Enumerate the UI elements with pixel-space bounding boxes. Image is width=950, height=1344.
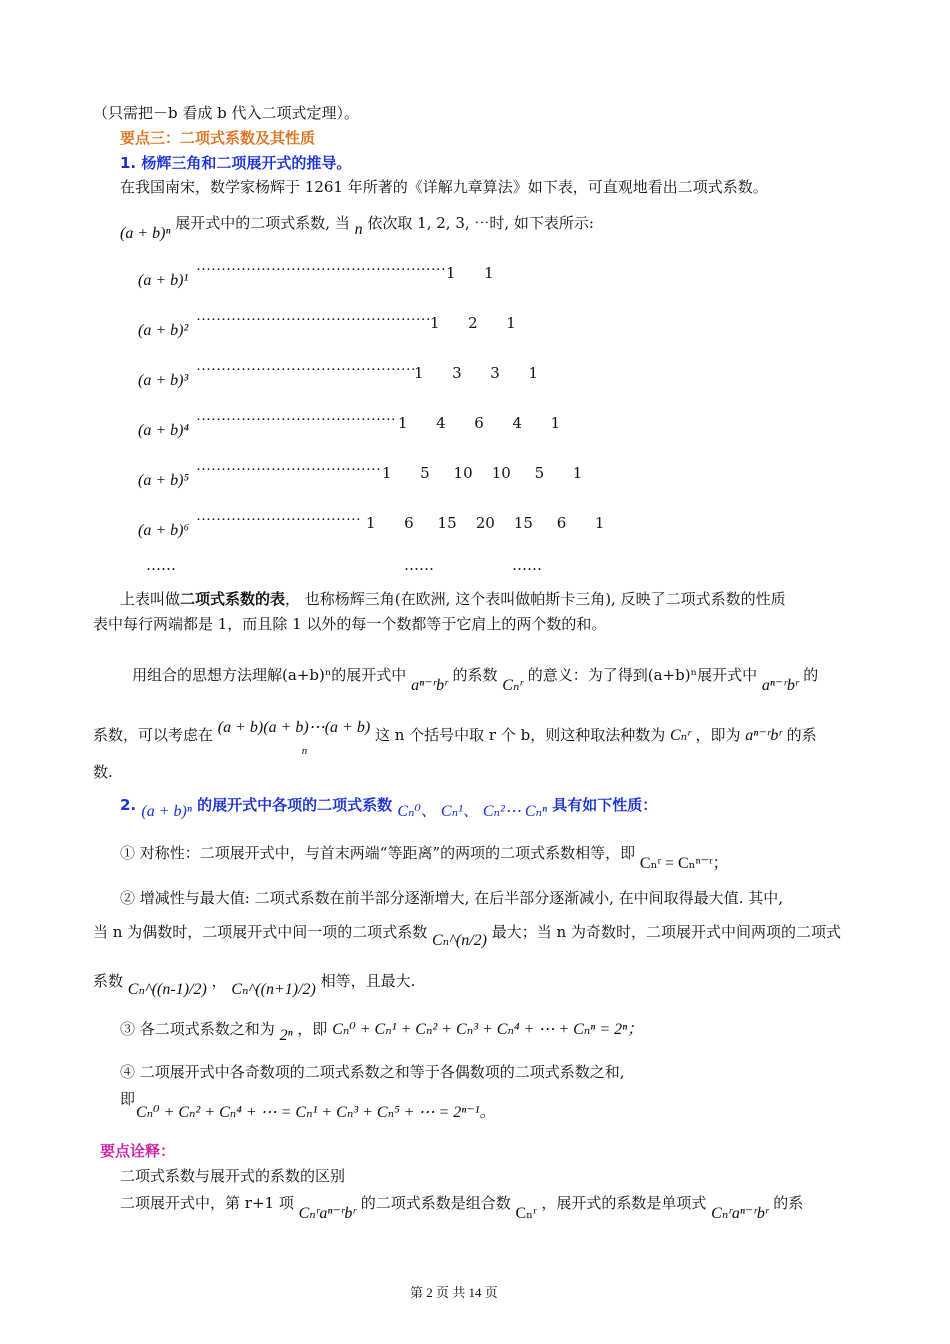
triangle-row-dots: ·································: [196, 512, 361, 528]
triangle-row-expr: (a + b)⁶: [138, 522, 190, 539]
symmetry-formula: Cₙʳ = Cₙⁿ⁻ʳ；: [639, 855, 729, 872]
term-a-b: aⁿ⁻ʳbʳ: [761, 677, 799, 694]
text: ，即为: [695, 726, 741, 744]
triangle-ellipsis: ……: [146, 556, 176, 574]
triangle-row-values: 1 6 15 20 15 6 1: [366, 514, 605, 532]
combination-c-n-r: Cₙʳ: [515, 1205, 537, 1222]
note-line1: 二项式系数与展开式的系数的区别: [120, 1167, 346, 1185]
section-heading-point3: 要点三：二项式系数及其性质: [120, 129, 316, 147]
combination-c-n-r: Cₙʳ: [502, 677, 523, 694]
product-count-n: n: [301, 745, 308, 757]
heading-end: 具有如下性质：: [552, 796, 658, 814]
triangle-row-expr: (a + b)⁴: [138, 422, 190, 439]
text: 的二项式系数是组合数: [360, 1194, 511, 1212]
product-formula: (a + b)(a + b)⋯(a + b): [217, 719, 371, 736]
power-2-n: 2ⁿ: [279, 1027, 293, 1044]
term-a-b: aⁿ⁻ʳbʳ: [745, 727, 782, 744]
property-monotonic-line3: [93, 970, 416, 998]
triangle-row-dots: ···············································: [196, 312, 431, 328]
property-symmetry: [120, 840, 729, 872]
note-heading: 要点诠释：: [100, 1142, 176, 1160]
heading-number: 2.: [120, 796, 137, 814]
triangle-ellipsis: ……: [512, 556, 542, 574]
triangle-row-values: 1 3 3 1: [414, 364, 538, 382]
middle-coefficient-2: Cₙ^((n+1)/2): [231, 981, 316, 998]
text: 的系: [773, 1194, 804, 1212]
text: 系数，可以考虑在: [93, 726, 214, 744]
heading-text: 的展开式中各项的二项式系数: [197, 796, 393, 814]
separator: ，: [211, 972, 227, 990]
combo-line2: [93, 719, 817, 757]
triangle-ellipsis: ……: [404, 556, 434, 574]
combination-c-n-r: Cₙʳ: [670, 727, 691, 744]
triangle-row-dots: ············································: [196, 362, 416, 378]
general-term: Cₙʳaⁿ⁻ʳbʳ: [298, 1205, 356, 1222]
binomial-coefficients-list: Cₙ⁰、 Cₙ¹、 Cₙ²⋯ Cₙⁿ: [397, 803, 548, 820]
triangle-row-dots: ········································: [196, 412, 396, 428]
odd-even-formula: Cₙ⁰ + Cₙ² + Cₙ⁴ + ⋯ = Cₙ¹ + Cₙ³ + Cₙ⁵ + ⋯ = 2ⁿ⁻¹。: [136, 1104, 496, 1121]
text: ，展开式的系数是单项式: [541, 1194, 707, 1212]
text: 上表叫做: [120, 590, 181, 608]
text: 用组合的思想方法理解(a+b)ⁿ的展开式中: [132, 666, 407, 684]
text: 最大；当 n 为奇数时，二项展开式中间两项的二项式: [491, 923, 841, 941]
triangle-row-expr: (a + b)⁵: [138, 472, 190, 489]
triangle-row-expr: (a + b)³: [138, 372, 189, 389]
triangle-row-values: 1 2 1: [430, 314, 516, 332]
general-term: Cₙʳaⁿ⁻ʳbʳ: [711, 1205, 769, 1222]
text: ，即: [297, 1020, 328, 1038]
text: 的意义：为了得到(a+b)ⁿ展开式中: [527, 666, 758, 684]
expr-a-plus-b-n: (a + b)ⁿ: [120, 225, 171, 242]
triangle-row-dots: ·····································: [196, 462, 381, 478]
combo-line1: [132, 664, 819, 694]
middle-coefficient: Cₙ^(n/2): [431, 932, 487, 949]
text: ， 也称杨辉三角(在欧洲, 这个表叫做帕斯卡三角), 反映了二项式系数的性质: [285, 590, 786, 608]
page-footer: 第 2 页 共 14 页: [410, 1285, 498, 1300]
text: 系数: [93, 972, 124, 990]
property-odd-even-ji: 即: [120, 1090, 136, 1108]
variable-n: n: [354, 221, 363, 238]
triangle-row-values: 1 1: [446, 264, 494, 282]
property-monotonic-line1: ② 增减性与最大值: 二项式系数在前半部分逐渐增大, 在后半部分逐渐减小, 在中间取得最大值. 其中,: [120, 889, 783, 907]
bold-term: 二项式系数的表: [180, 590, 286, 608]
text: 的: [803, 666, 819, 684]
triangle-row-dots: ··················································: [196, 262, 446, 278]
text: ① 对称性：二项展开式中，与首末两端“等距离”的两项的二项式系数相等，即: [120, 844, 636, 862]
properties-heading: [120, 792, 658, 820]
text: 这 n 个括号中取 r 个 b，则这种取法种数为: [374, 726, 666, 744]
triangle-row-expr: (a + b)¹: [138, 272, 189, 289]
triangle-row-values: 1 5 10 10 5 1: [382, 464, 583, 482]
text: ③ 各二项式系数之和为: [120, 1020, 275, 1038]
expr-a-plus-b-n: (a + b)ⁿ: [141, 803, 192, 820]
middle-coefficient-1: Cₙ^((n-1)/2): [127, 981, 207, 998]
table-description-line1: [120, 588, 786, 609]
intro-text: （只需把－b 看成 b 代入二项式定理）。: [93, 104, 360, 122]
history-paragraph: 在我国南宋，数学家杨辉于 1261 年所著的《详解九章算法》如下表，可直观地看出二项式系数。: [120, 178, 768, 196]
property-odd-even: ④ 二项展开式中各奇数项的二项式系数之和等于各偶数项的二项式系数之和,: [120, 1063, 625, 1081]
property-monotonic-line2: [93, 921, 841, 949]
note-line2: [120, 1192, 804, 1222]
product-expr: [217, 719, 371, 757]
subheading-yanghui: 1. 杨辉三角和二项展开式的推导。: [120, 154, 352, 172]
combo-line3: 数.: [93, 763, 113, 781]
triangle-row-expr: (a + b)²: [138, 322, 189, 339]
table-intro-rest: 依次取 1, 2, 3, ⋯时, 如下表所示:: [367, 214, 594, 232]
table-intro-text: 展开式中的二项式系数, 当: [175, 214, 350, 232]
property-sum: [120, 1016, 644, 1044]
text: 二项展开式中，第 r+1 项: [120, 1194, 294, 1212]
text: 相等，且最大.: [320, 972, 416, 990]
table-description-line2: 表中每行两端都是 1，而且除 1 以外的每一个数都等于它肩上的两个数的和。: [93, 615, 607, 633]
text: 当 n 为偶数时，二项展开式中间一项的二项式系数: [93, 923, 428, 941]
sum-formula: Cₙ⁰ + Cₙ¹ + Cₙ² + Cₙ³ + Cₙ⁴ + ⋯ + Cₙⁿ = 2ⁿ；: [332, 1021, 644, 1038]
triangle-row-values: 1 4 6 4 1: [398, 414, 561, 432]
text: 的系: [786, 726, 817, 744]
term-a-b: aⁿ⁻ʳbʳ: [411, 677, 448, 694]
table-intro: [120, 212, 594, 242]
text: 的系数: [452, 666, 498, 684]
